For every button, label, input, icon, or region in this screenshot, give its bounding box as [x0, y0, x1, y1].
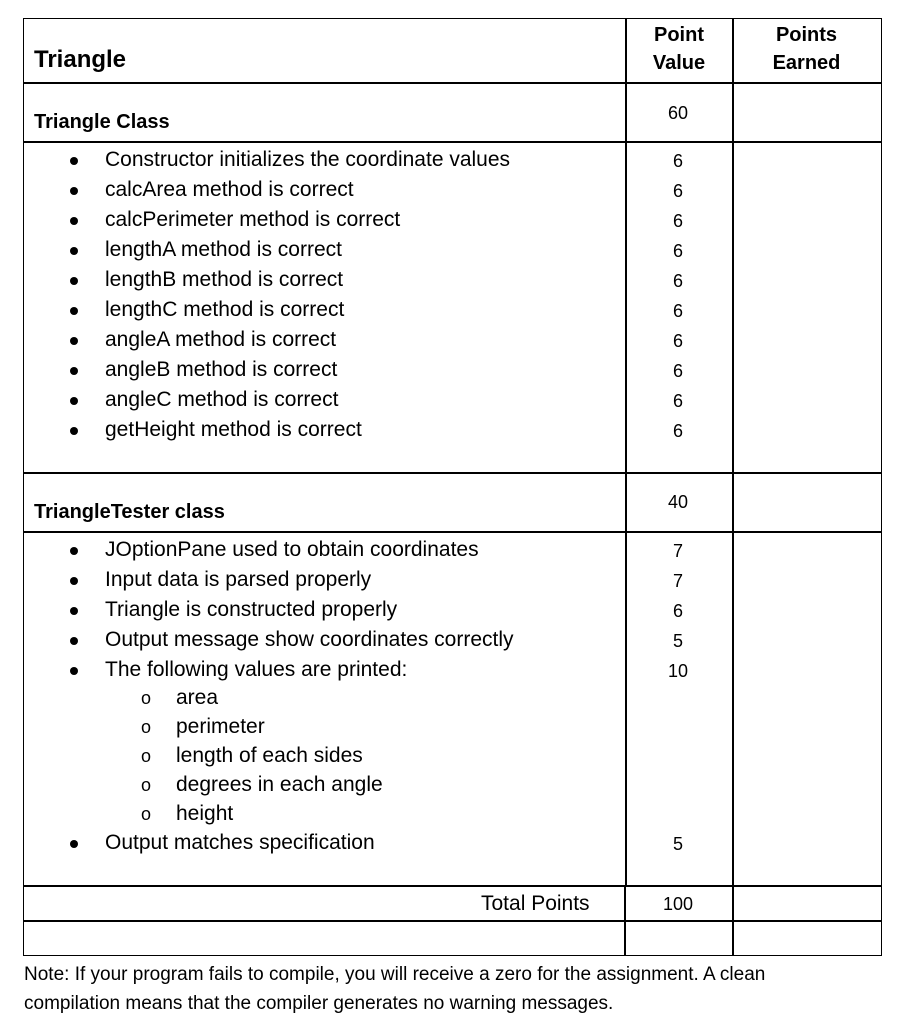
bullet-icon [70, 337, 78, 345]
points-earned-header-line1: Points [775, 24, 838, 46]
row-divider [24, 472, 881, 474]
sub-bullet-icon: o [141, 688, 152, 708]
points-earned-header-line2: Earned [772, 52, 841, 74]
rubric-subitem: area [176, 686, 219, 709]
rubric-item: Input data is parsed properly [105, 568, 372, 591]
rubric-subitem: degrees in each angle [176, 773, 383, 796]
item-point-value: 6 [672, 271, 683, 291]
item-point-value: 7 [672, 571, 683, 591]
item-point-value: 6 [672, 331, 683, 351]
sub-bullet-icon: o [141, 804, 152, 824]
bullet-icon [70, 667, 78, 675]
rubric-item: Output matches specification [105, 831, 375, 854]
rubric-subitem: height [176, 802, 234, 825]
bullet-icon [70, 840, 78, 848]
rubric-item: lengthA method is correct [105, 238, 342, 261]
rubric-item: Triangle is constructed properly [105, 598, 398, 621]
bullet-icon [70, 367, 78, 375]
row-divider [24, 920, 881, 922]
bullet-icon [70, 307, 78, 315]
item-point-value: 6 [672, 151, 683, 171]
bullet-icon [70, 217, 78, 225]
section-points-tester-class: 40 [667, 492, 689, 512]
bullet-icon [70, 577, 78, 585]
total-points-value: 100 [662, 894, 694, 914]
bullet-icon [70, 427, 78, 435]
rubric-item: angleC method is correct [105, 388, 339, 411]
item-point-value: 6 [672, 241, 683, 261]
item-point-value: 6 [672, 391, 683, 411]
rubric-title: Triangle [34, 46, 127, 73]
rubric-item: lengthC method is correct [105, 298, 345, 321]
item-point-value: 6 [672, 601, 683, 621]
section-points-triangle-class: 60 [667, 103, 689, 123]
bullet-icon [70, 277, 78, 285]
bullet-icon [70, 547, 78, 555]
item-point-value: 10 [667, 661, 689, 681]
bullet-icon [70, 637, 78, 645]
rubric-item: angleA method is correct [105, 328, 337, 351]
item-point-value: 5 [672, 631, 683, 651]
sub-bullet-icon: o [141, 746, 152, 766]
rubric-item: lengthB method is correct [105, 268, 344, 291]
item-point-value: 6 [672, 181, 683, 201]
row-divider [24, 885, 881, 887]
rubric-subitem: length of each sides [176, 744, 363, 767]
section-title-tester-class: TriangleTester class [34, 501, 225, 523]
rubric-item: Output message show coordinates correctly [105, 628, 514, 651]
item-point-value: 6 [672, 211, 683, 231]
row-divider [24, 141, 881, 143]
item-point-value: 7 [672, 541, 683, 561]
rubric-item: JOptionPane used to obtain coordinates [105, 538, 479, 561]
total-points-label: Total Points [481, 892, 590, 915]
item-point-value: 6 [672, 301, 683, 321]
point-value-header [625, 21, 733, 77]
col-divider [625, 19, 627, 885]
rubric-item: getHeight method is correct [105, 418, 362, 441]
point-value-header-line2: Value [652, 52, 706, 74]
sub-bullet-icon: o [141, 717, 152, 737]
bullet-icon [70, 187, 78, 195]
row-divider [24, 82, 881, 84]
col-divider [732, 19, 734, 955]
section-title-triangle-class: Triangle Class [34, 111, 170, 133]
bullet-icon [70, 607, 78, 615]
rubric-item: calcPerimeter method is correct [105, 208, 401, 231]
item-point-value: 5 [672, 834, 683, 854]
bullet-icon [70, 157, 78, 165]
rubric-item: calcArea method is correct [105, 178, 354, 201]
item-point-value: 6 [672, 361, 683, 381]
point-value-header-line1: Point [654, 24, 704, 46]
rubric-item: angleB method is correct [105, 358, 338, 381]
rubric-subitem: perimeter [176, 715, 265, 738]
row-divider [24, 531, 881, 533]
bullet-icon [70, 247, 78, 255]
item-point-value: 6 [672, 421, 683, 441]
rubric-item: The following values are printed: [105, 658, 408, 681]
bullet-icon [70, 397, 78, 405]
points-earned-header [732, 21, 881, 77]
note-text: Note: If your program fails to compile, you will receive a zero for the assignment. A clean compilation means that the compiler generates no warning messages. [24, 964, 766, 1014]
rubric-item: Constructor initializes the coordinate values [105, 148, 511, 171]
sub-bullet-icon: o [141, 775, 152, 795]
